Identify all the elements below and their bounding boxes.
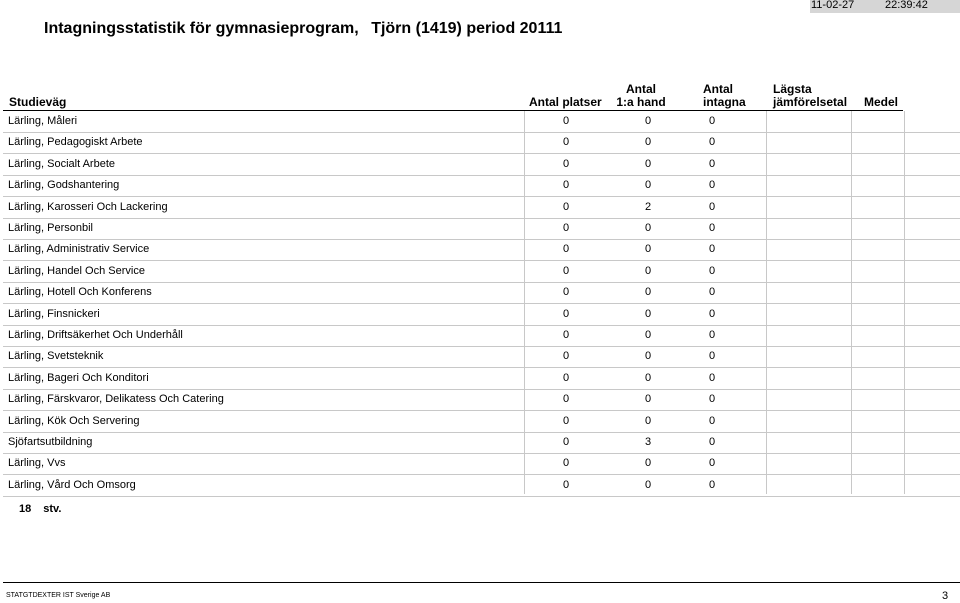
studievag-cell: Lärling, Karosseri Och Lackering	[8, 200, 168, 213]
col-header-forsta-line1: Antal	[626, 82, 656, 96]
studievag-cell: Sjöfartsutbildning	[8, 436, 93, 448]
forsta-cell: 0	[645, 307, 652, 320]
table-row	[3, 282, 960, 304]
intagna-cell: 0	[709, 478, 716, 491]
studievag-cell: Lärling, Måleri	[8, 115, 78, 127]
platser-cell: 0	[563, 243, 570, 256]
table-row	[3, 475, 960, 497]
footer-source: STATGTDEXTER IST Sverige AB	[6, 592, 111, 599]
studievag-cell: Lärling, Bageri Och Konditori	[8, 371, 149, 384]
forsta-cell: 0	[645, 350, 652, 363]
platser-cell: 0	[563, 136, 570, 149]
page-number: 3	[942, 590, 949, 602]
studievag-cell: Lärling, Vård Och Omsorg	[8, 478, 136, 491]
table-row	[3, 239, 960, 261]
row-count-summary	[19, 503, 73, 515]
platser-cell: 0	[563, 371, 570, 384]
col-header-lagsta-line2: jämförelsetal	[773, 95, 848, 109]
column-divider	[766, 111, 767, 494]
report-time: 22:39:42	[885, 0, 928, 11]
table-row	[3, 175, 960, 197]
studievag-cell: Lärling, Hotell Och Konferens	[8, 286, 152, 299]
intagna-cell: 0	[709, 115, 716, 127]
forsta-cell: 0	[645, 222, 652, 234]
forsta-cell: 0	[645, 157, 652, 170]
intagna-cell: 0	[709, 286, 716, 299]
forsta-cell: 0	[645, 329, 652, 341]
intagna-cell: 0	[709, 179, 716, 192]
intagna-cell: 0	[709, 264, 716, 277]
table-row	[3, 346, 960, 368]
studievag-cell: Lärling, Färskvaror, Delikatess Och Catering	[8, 393, 224, 406]
intagna-cell: 0	[709, 436, 716, 448]
forsta-cell: 0	[645, 371, 652, 384]
col-header-lagsta-line1: Lägsta	[773, 82, 812, 96]
table-row	[3, 389, 960, 411]
col-header-intagna	[703, 83, 746, 109]
platser-cell: 0	[563, 393, 570, 406]
studievag-cell: Lärling, Vvs	[8, 457, 66, 470]
table-row	[3, 368, 960, 390]
platser-cell: 0	[563, 200, 570, 213]
intagna-cell: 0	[709, 200, 716, 213]
column-divider	[524, 111, 525, 494]
platser-cell: 0	[563, 350, 570, 363]
col-header-intagna-line1: Antal	[703, 82, 733, 96]
intagna-cell: 0	[709, 371, 716, 384]
forsta-cell: 0	[645, 179, 652, 192]
forsta-cell: 0	[645, 414, 652, 427]
platser-cell: 0	[563, 179, 570, 192]
intagna-cell: 0	[709, 157, 716, 170]
platser-cell: 0	[563, 414, 570, 427]
intagna-cell: 0	[709, 243, 716, 256]
intagna-cell: 0	[709, 307, 716, 320]
forsta-cell: 0	[645, 393, 652, 406]
intagna-cell: 0	[709, 414, 716, 427]
col-header-forsta	[616, 83, 666, 109]
column-divider	[851, 111, 852, 494]
table-row	[3, 411, 960, 433]
table-row	[3, 132, 960, 154]
platser-cell: 0	[563, 115, 570, 127]
intagna-cell: 0	[709, 350, 716, 363]
studievag-cell: Lärling, Svetsteknik	[8, 350, 104, 363]
column-divider	[904, 111, 905, 494]
forsta-cell: 0	[645, 136, 652, 149]
studievag-cell: Lärling, Godshantering	[8, 179, 120, 192]
intagna-cell: 0	[709, 393, 716, 406]
table-row	[3, 197, 960, 219]
table-row	[3, 453, 960, 475]
platser-cell: 0	[563, 329, 570, 341]
intagna-cell: 0	[709, 329, 716, 341]
forsta-cell: 0	[645, 478, 652, 491]
intagna-cell: 0	[709, 457, 716, 470]
forsta-cell: 3	[645, 436, 652, 448]
studievag-cell: Lärling, Driftsäkerhet Och Underhåll	[8, 329, 183, 341]
table-row	[3, 261, 960, 283]
platser-cell: 0	[563, 222, 570, 234]
studievag-cell: Lärling, Pedagogiskt Arbete	[8, 136, 143, 149]
platser-cell: 0	[563, 436, 570, 448]
table-row	[3, 432, 960, 454]
report-date: 11-02-27	[811, 0, 855, 11]
forsta-cell: 0	[645, 115, 652, 127]
col-header-studievag: Studieväg	[9, 95, 67, 109]
studievag-cell: Lärling, Personbil	[8, 222, 93, 234]
title-text: Intagningsstatistik för gymnasieprogram,	[44, 20, 359, 37]
forsta-cell: 0	[645, 457, 652, 470]
col-header-forsta-line2: 1:a hand	[616, 95, 666, 109]
forsta-cell: 0	[645, 243, 652, 256]
forsta-cell: 2	[645, 200, 652, 213]
platser-cell: 0	[563, 157, 570, 170]
footer-divider	[3, 582, 960, 583]
platser-cell: 0	[563, 478, 570, 491]
platser-cell: 0	[563, 286, 570, 299]
platser-cell: 0	[563, 307, 570, 320]
table-row	[3, 325, 960, 347]
col-header-lagsta	[773, 83, 847, 109]
studievag-cell: Lärling, Socialt Arbete	[8, 157, 116, 170]
forsta-cell: 0	[645, 286, 652, 299]
platser-cell: 0	[563, 264, 570, 277]
table-row	[3, 218, 960, 240]
page-title	[44, 20, 562, 38]
table-row	[3, 154, 960, 176]
intagna-cell: 0	[709, 136, 716, 149]
table-row	[3, 111, 960, 133]
studievag-cell: Lärling, Kök Och Servering	[8, 414, 140, 427]
studievag-cell: Lärling, Handel Och Service	[8, 264, 145, 277]
row-count-unit: stv.	[43, 503, 62, 515]
title-location: Tjörn (1419) period 20111	[371, 20, 563, 37]
studievag-cell: Lärling, Finsnickeri	[8, 307, 100, 320]
platser-cell: 0	[563, 457, 570, 470]
col-header-platser: Antal platser	[529, 95, 602, 109]
row-count-value: 18	[19, 503, 32, 515]
forsta-cell: 0	[645, 264, 652, 277]
intagna-cell: 0	[709, 222, 716, 234]
col-header-intagna-line2: intagna	[703, 95, 746, 109]
col-header-medel: Medel	[864, 95, 899, 109]
table-row	[3, 304, 960, 326]
studievag-cell: Lärling, Administrativ Service	[8, 243, 150, 256]
